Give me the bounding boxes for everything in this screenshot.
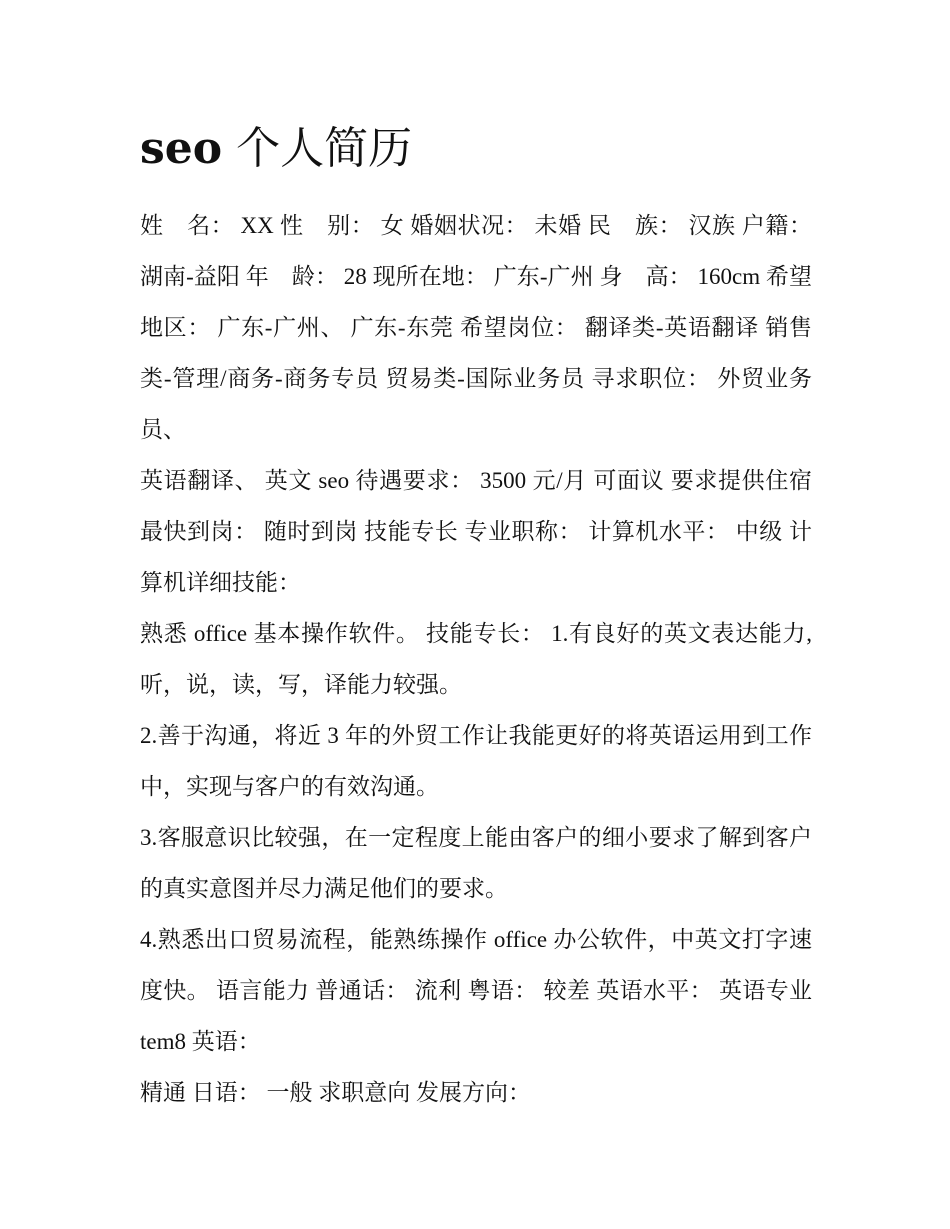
paragraph-skills-3: 3.客服意识比较强，在一定程度上能由客户的细小要求了解到客户的真实意图并尽力满足他们的要求。 <box>140 825 812 901</box>
paragraph-skills-2: 2.善于沟通，将近 3 年的外贸工作让我能更好的将英语运用到工作中，实现与客户的有效沟通。 <box>140 723 812 799</box>
paragraph-language-intent: 精通 日语： 一般 求职意向 发展方向： <box>140 1080 531 1105</box>
paragraph-personal-info: 姓 名： XX 性 别： 女 婚姻状况： 未婚 民 族： 汉族 户籍： 湖南-益阳 年 龄： 28 现所在地： 广东-广州 身 高： 160cm 希望地区： 广东-广州、 广东-东莞 希望岗位： 翻译类-英语翻译 销售类-管理/商务-商务专员 贸易类-国际业务员 寻求职位： 外贸业务员、 <box>140 213 812 442</box>
paragraph-skills-1: 熟悉 office 基本操作软件。 技能专长： 1.有良好的英文表达能力, 听，说，读，写，译能力较强。 <box>140 621 812 697</box>
page-title <box>140 112 812 186</box>
paragraph-job-requirements: 英语翻译、 英文 seo 待遇要求： 3500 元/月 可面议 要求提供住宿 最快到岗： 随时到岗 技能专长 专业职称： 计算机水平： 中级 计算机详细技能： <box>140 468 812 595</box>
paragraph-skills-4: 4.熟悉出口贸易流程，能熟练操作 office 办公软件，中英文打字速度快。 语言能力 普通话： 流利 粤语： 较差 英语水平： 英语专业 tem8 英语： <box>140 927 812 1054</box>
document-body <box>140 112 812 1118</box>
title-latin: seo <box>140 123 223 174</box>
title-cjk: 个人简历 <box>222 123 413 174</box>
